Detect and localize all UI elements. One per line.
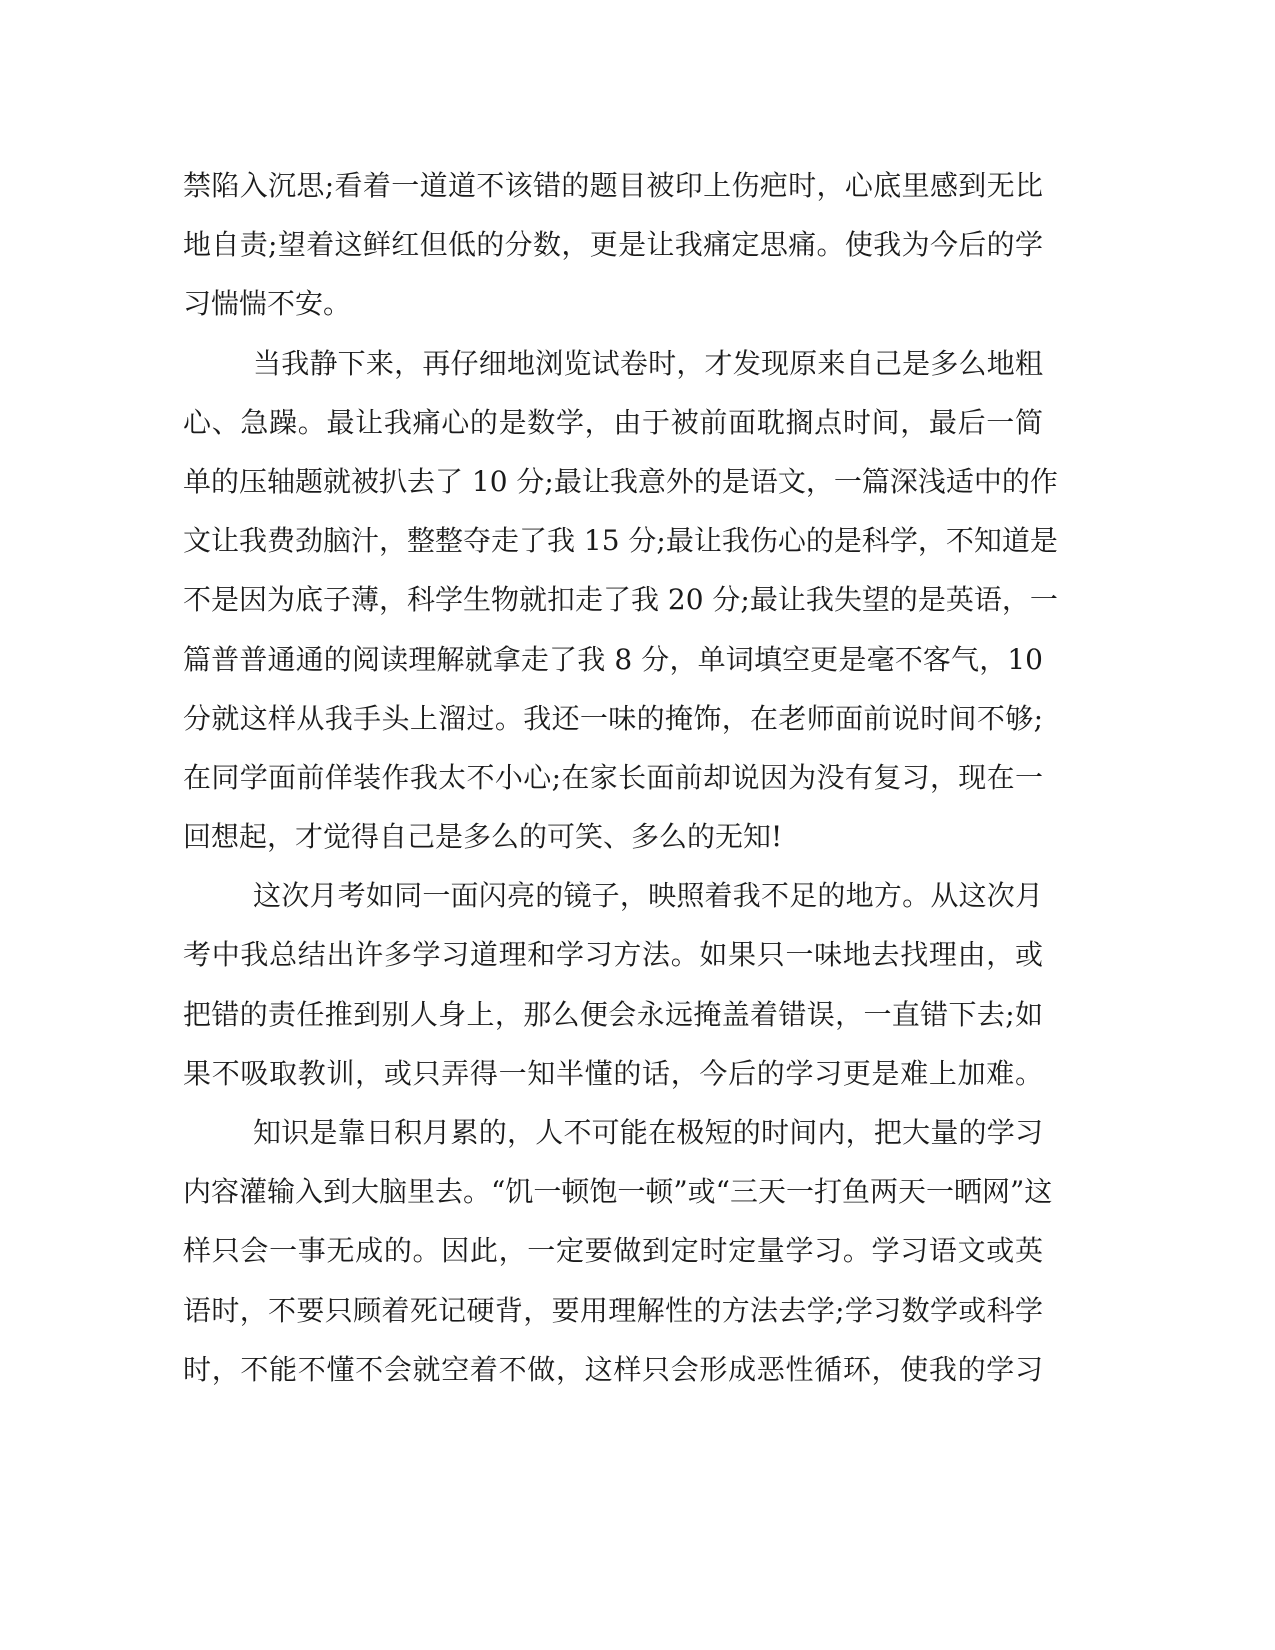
text-line: 考中我总结出许多学习道理和学习方法。如果只一味地去找理由，或: [183, 938, 1043, 972]
text-line: 样只会一事无成的。因此，一定要做到定时定量学习。学习语文或英: [183, 1234, 1043, 1268]
text-line: 当我静下来，再仔细地浏览试卷时，才发现原来自己是多么地粗: [253, 346, 1043, 380]
text-line: 知识是靠日积月累的，人不可能在极短的时间内，把大量的学习: [253, 1116, 1043, 1149]
text-line: 单的压轴题就被扒去了 10 分;最让我意外的是语文，一篇深浅适中的作: [183, 464, 1058, 498]
text-line: 文让我费劲脑汁，整整夺走了我 15 分;最让我伤心的是科学，不知道是: [183, 524, 1058, 558]
text-line: 心、急躁。最让我痛心的是数学，由于被前面耽搁点时间，最后一简: [183, 405, 1043, 439]
text-line: 分就这样从我手头上溜过。我还一味的掩饰，在老师面前说时间不够;: [183, 701, 1043, 735]
text-line: 果不吸取教训，或只弄得一知半懂的话，今后的学习更是难上加难。: [183, 1056, 1043, 1090]
body-text: [183, 156, 1058, 1399]
text-line: 习惴惴不安。: [183, 287, 352, 321]
text-line: 篇普普通通的阅读理解就拿走了我 8 分，单词填空更是毫不客气，10: [183, 642, 1043, 676]
text-line: 内容灌输入到大脑里去。“饥一顿饱一顿”或“三天一打鱼两天一晒网”这: [183, 1175, 1053, 1209]
text-line: 这次月考如同一面闪亮的镜子，映照着我不足的地方。从这次月: [253, 879, 1043, 913]
text-line: 把错的责任推到别人身上，那么便会永远掩盖着错误，一直错下去;如: [183, 997, 1043, 1031]
text-line: 回想起，才觉得自己是多么的可笑、多么的无知!: [183, 820, 783, 854]
text-line: 在同学面前佯装作我太不小心;在家长面前却说因为没有复习，现在一: [183, 760, 1043, 794]
text-line: 地自责;望着这鲜红但低的分数，更是让我痛定思痛。使我为今后的学: [183, 228, 1043, 262]
text-line: 禁陷入沉思;看着一道道不该错的题目被印上伤疤时，心底里感到无比: [183, 169, 1043, 202]
text-line: 时，不能不懂不会就空着不做，这样只会形成恶性循环，使我的学习: [183, 1352, 1043, 1386]
text-line: 语时，不要只顾着死记硬背，要用理解性的方法去学;学习数学或科学: [183, 1293, 1043, 1327]
text-line: 不是因为底子薄，科学生物就扣走了我 20 分;最让我失望的是英语，一: [183, 583, 1058, 617]
